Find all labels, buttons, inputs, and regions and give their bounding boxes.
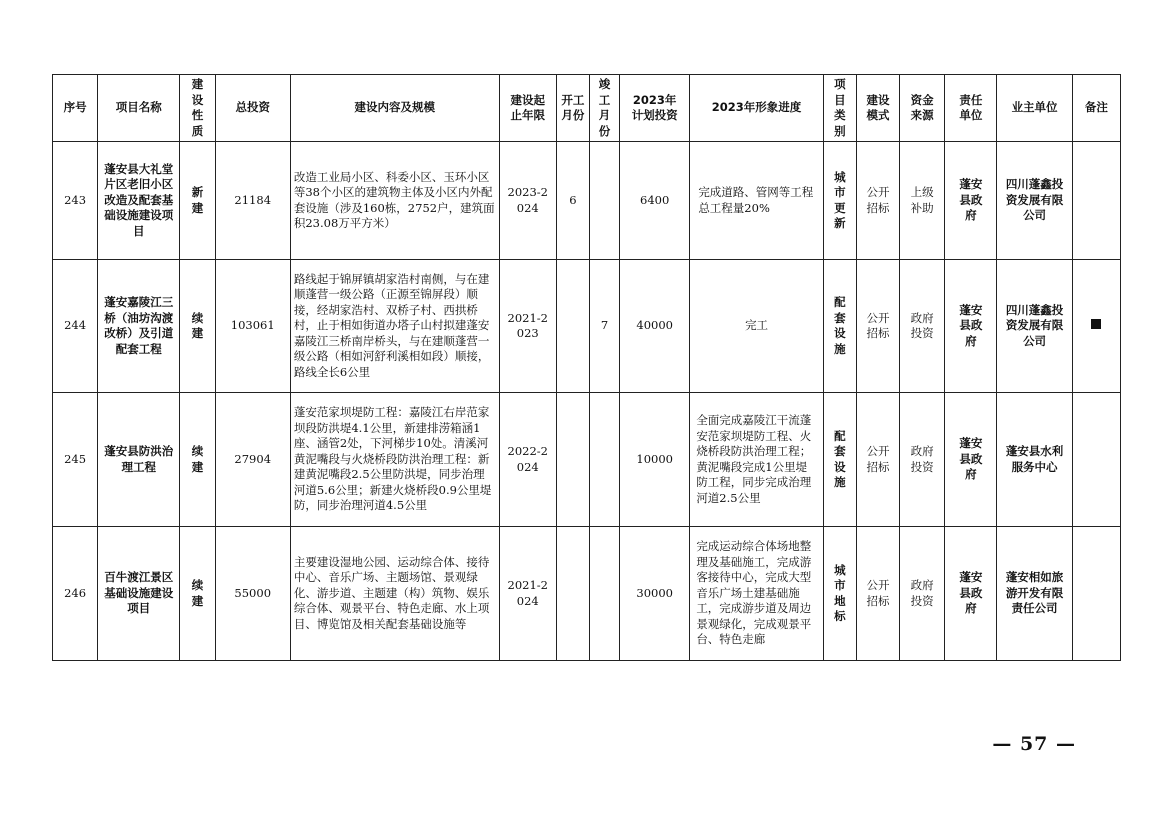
start-month <box>556 393 589 527</box>
project-name: 蓬安县防洪治理工程 <box>98 393 180 527</box>
header-row <box>53 75 1121 142</box>
project-category: 城市更新 <box>823 142 856 260</box>
header-cell: 2023年计划投资 <box>620 75 690 142</box>
build-nature: 续建 <box>180 260 215 393</box>
total-investment: 21184 <box>215 142 290 260</box>
plan-investment: 30000 <box>620 527 690 661</box>
end-month: 7 <box>589 260 619 393</box>
row-number: 244 <box>53 260 98 393</box>
row-number: 243 <box>53 142 98 260</box>
total-investment: 27904 <box>215 393 290 527</box>
plan-investment: 40000 <box>620 260 690 393</box>
project-name: 蓬安嘉陵江三桥（油坊沟渡改桥）及引道配套工程 <box>98 260 180 393</box>
responsible-unit: 蓬安县政府 <box>945 260 997 393</box>
project-category: 配套设施 <box>823 393 856 527</box>
header-cell: 建设模式 <box>856 75 899 142</box>
build-mode: 公开招标 <box>856 142 899 260</box>
plan-investment: 6400 <box>620 142 690 260</box>
header-cell: 总投资 <box>215 75 290 142</box>
owner-unit: 蓬安县水利服务中心 <box>997 393 1072 527</box>
build-nature: 新建 <box>180 142 215 260</box>
build-period: 2023-2024 <box>499 142 556 260</box>
table-row <box>53 142 1121 260</box>
header-cell: 建设性质 <box>180 75 215 142</box>
remark <box>1072 260 1120 393</box>
construction-content: 蓬安范家坝堤防工程：嘉陵江右岸范家坝段防洪堤4.1公里，新建排涝箱涵1座、涵管2处，下河梯步10处。清溪河黄泥嘴段与火烧桥段防洪治理工程：新建黄泥嘴段2.5公里防洪堤，同步治理河道5.6公里；新建火烧桥段0.9公里堤防，同步治理河道4.5公里 <box>290 393 499 527</box>
plan-investment: 10000 <box>620 393 690 527</box>
build-period: 2021-2024 <box>499 527 556 661</box>
total-investment: 103061 <box>215 260 290 393</box>
project-name: 蓬安县大礼堂片区老旧小区改造及配套基础设施建设项目 <box>98 142 180 260</box>
end-month <box>589 393 619 527</box>
header-cell: 备注 <box>1072 75 1120 142</box>
construction-content: 主要建设湿地公园、运动综合体、接待中心、音乐广场、主题场馆、景观绿化、游步道、主题建（构）筑物、娱乐综合体、观景平台、特色走廊、水上项目、博览馆及相关配套基础设施等 <box>290 527 499 661</box>
fund-source: 政府投资 <box>900 393 945 527</box>
header-cell: 开工月份 <box>556 75 589 142</box>
responsible-unit: 蓬安县政府 <box>945 527 997 661</box>
start-month <box>556 527 589 661</box>
end-month <box>589 142 619 260</box>
total-investment: 55000 <box>215 527 290 661</box>
owner-unit: 蓬安相如旅游开发有限责任公司 <box>997 527 1072 661</box>
header-cell: 2023年形象进度 <box>690 75 824 142</box>
row-number: 246 <box>53 527 98 661</box>
project-name: 百牛渡江景区基础设施建设项目 <box>98 527 180 661</box>
start-month <box>556 260 589 393</box>
header-cell: 资金来源 <box>900 75 945 142</box>
construction-content: 路线起于锦屏镇胡家浩村南侧，与在建顺蓬营一级公路（正源至锦屏段）顺接，经胡家浩村、双桥子村、西拱桥村，止于相如街道办塔子山村拟建蓬安嘉陵江三桥南岸桥头，与在建顺蓬营一级公路（相如河舒利溪相如段）顺接，路线全长6公里 <box>290 260 499 393</box>
progress-target: 完成运动综合体场地整理及基础施工，完成游客接待中心，完成大型音乐广场土建基础施工，完成游步道及周边景观绿化，完成观景平台、特色走廊 <box>690 527 824 661</box>
header-cell: 项目类别 <box>823 75 856 142</box>
header-cell: 项目名称 <box>98 75 180 142</box>
build-mode: 公开招标 <box>856 260 899 393</box>
fund-source: 政府投资 <box>900 527 945 661</box>
progress-target: 完成道路、管网等工程总工程量20% <box>690 142 824 260</box>
header-cell: 序号 <box>53 75 98 142</box>
fund-source: 政府投资 <box>900 260 945 393</box>
table-row <box>53 527 1121 661</box>
responsible-unit: 蓬安县政府 <box>945 142 997 260</box>
start-month: 6 <box>556 142 589 260</box>
page-number: — 57 — <box>992 733 1076 755</box>
header-cell: 竣工月份 <box>589 75 619 142</box>
owner-unit: 四川蓬鑫投资发展有限公司 <box>997 260 1072 393</box>
build-mode: 公开招标 <box>856 527 899 661</box>
row-number: 245 <box>53 393 98 527</box>
owner-unit: 四川蓬鑫投资发展有限公司 <box>997 142 1072 260</box>
project-table <box>52 74 1121 661</box>
build-mode: 公开招标 <box>856 393 899 527</box>
project-category: 城市地标 <box>823 527 856 661</box>
progress-target: 全面完成嘉陵江干流蓬安范家坝堤防工程、火烧桥段防洪治理工程；黄泥嘴段完成1公里堤防工程，同步完成治理河道2.5公里 <box>690 393 824 527</box>
table-row <box>53 393 1121 527</box>
progress-target: 完工 <box>690 260 824 393</box>
build-period: 2022-2024 <box>499 393 556 527</box>
remark <box>1072 527 1120 661</box>
header-cell: 责任单位 <box>945 75 997 142</box>
end-month <box>589 527 619 661</box>
project-category: 配套设施 <box>823 260 856 393</box>
header-cell: 业主单位 <box>997 75 1072 142</box>
fund-source: 上级补助 <box>900 142 945 260</box>
header-cell: 建设起止年限 <box>499 75 556 142</box>
remark <box>1072 142 1120 260</box>
build-nature: 续建 <box>180 527 215 661</box>
responsible-unit: 蓬安县政府 <box>945 393 997 527</box>
table-row <box>53 260 1121 393</box>
remark <box>1072 393 1120 527</box>
header-cell: 建设内容及规模 <box>290 75 499 142</box>
construction-content: 改造工业局小区、科委小区、玉环小区等38个小区的建筑物主体及小区内外配套设施（涉及160栋，2752户，建筑面积23.08万平方米） <box>290 142 499 260</box>
build-nature: 续建 <box>180 393 215 527</box>
build-period: 2021-2023 <box>499 260 556 393</box>
square-mark-icon <box>1091 319 1101 329</box>
